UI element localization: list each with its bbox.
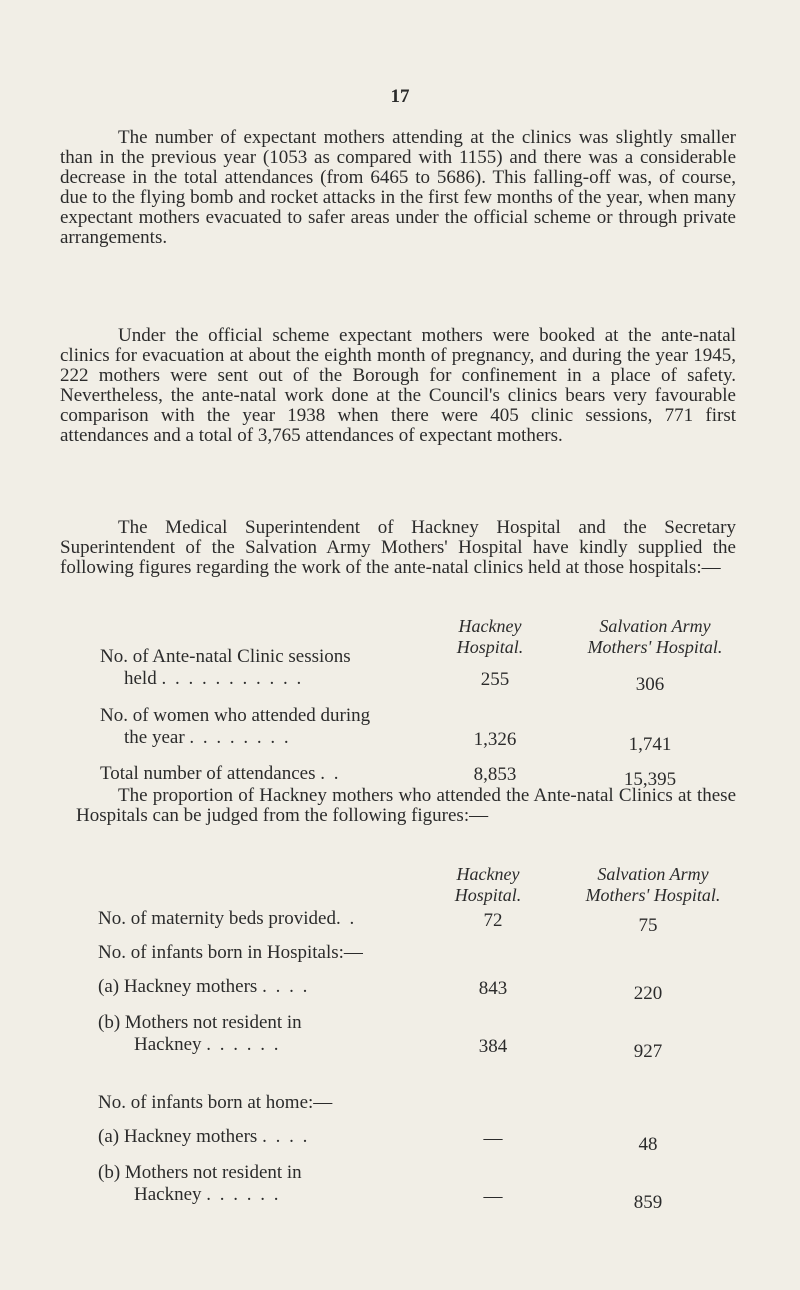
- row-label: [100, 705, 420, 749]
- section-heading: No. of infants born in Hospitals:—: [98, 942, 363, 963]
- hackney-value: 8,853: [473, 764, 517, 785]
- paragraph-3: The Medical Superintendent of Hackney Hospital and the Secretary Superintendent of the Salvation Army Mothers' Hospital have kindly supplied the following figures regarding the work of the ante-natal clinics held at those hospitals:—: [60, 517, 736, 578]
- dot-leader: . .: [335, 908, 357, 929]
- page-number: 17: [390, 86, 410, 107]
- salvation-value: 15,395: [623, 769, 677, 790]
- row-label-line: No. of Ante-natal Clinic sessions: [100, 646, 351, 667]
- col-header-line: Hackney: [458, 616, 522, 636]
- col-header-line: Mothers' Hospital.: [585, 885, 721, 905]
- row-label: [98, 976, 458, 998]
- row-label-line: (b) Mothers not resident in: [98, 1012, 302, 1033]
- col-header-line: Mothers' Hospital.: [587, 637, 723, 657]
- row-label-line: No. of maternity beds provided: [98, 908, 336, 929]
- salvation-value: 306: [635, 674, 665, 695]
- col-header-line: Salvation Army: [599, 616, 711, 636]
- salvation-value: 48: [638, 1134, 658, 1155]
- salvation-value: 859: [633, 1192, 663, 1213]
- col-header-line: Hackney: [456, 864, 520, 884]
- hackney-value: 384: [478, 1036, 508, 1057]
- row-label: [98, 908, 458, 930]
- table-row: [100, 646, 740, 695]
- section-heading: No. of infants born at home:—: [98, 1092, 333, 1113]
- row-label-line: (b) Mothers not resident in: [98, 1162, 302, 1183]
- col-header-line: Salvation Army: [597, 864, 709, 884]
- row-label-line: Hackney: [134, 1184, 202, 1205]
- table-row: [98, 1162, 738, 1213]
- paragraph-2: Under the official scheme expectant mothers were booked at the ante-natal clinics for evacuation at about the eighth month of pregnancy, and during the year 1945, 222 mothers were sent out of the Borough for confinement in a place of safety. Nevertheless, the ante-natal work done at the Council's clinics bears very favourable comparison with the year 1938 when there were 405 clinic sessions, 771 first attendances and a total of 3,765 attendances of expectant mothers.: [60, 325, 736, 446]
- salvation-value: 927: [633, 1041, 663, 1062]
- row-label-line: the year: [124, 727, 185, 748]
- salvation-value: 1,741: [628, 734, 672, 755]
- col-header-hackney: [433, 864, 543, 906]
- row-label: [98, 1162, 458, 1206]
- dot-leader: . . . . . . . .: [189, 727, 291, 748]
- hackney-value: 843: [478, 978, 508, 999]
- row-label-line: No. of women who attended during: [100, 705, 371, 726]
- table-row: [98, 1012, 738, 1062]
- row-label-line: Total number of attendances: [100, 763, 316, 784]
- paragraph-1: The number of expectant mothers attending at the clinics was slightly smaller than in the previous year (1053 as compared with 1155) and there was a considerable decrease in the total attendances (from 6465 to 5686). This falling-off was, of course, due to the flying bomb and rocket attacks in the first few months of the year, when many expectant mothers evacuated to safer areas under the official scheme or through private arrangements.: [60, 127, 736, 248]
- dot-leader: . . . .: [262, 976, 310, 997]
- dot-leader: . . . . . .: [206, 1034, 281, 1055]
- table-row: [100, 705, 740, 755]
- dot-leader: . . . . . .: [206, 1184, 281, 1205]
- row-label: [100, 763, 460, 785]
- row-label: [98, 1012, 458, 1056]
- salvation-value: 75: [638, 915, 658, 936]
- salvation-value: 220: [633, 983, 663, 1004]
- row-label-line: held: [124, 668, 157, 689]
- hackney-value: —: [483, 1186, 503, 1207]
- col-header-salvation-army: [553, 864, 753, 906]
- col-header-line: Hospital.: [454, 885, 522, 905]
- row-label-line: Hackney: [134, 1034, 202, 1055]
- row-label-line: (a) Hackney mothers: [98, 976, 258, 997]
- row-label: [98, 1126, 458, 1148]
- dot-leader: . . . . . . . . . . .: [161, 668, 304, 689]
- hackney-value: 1,326: [473, 729, 517, 750]
- row-label: [100, 646, 420, 690]
- dot-leader: . .: [320, 763, 341, 784]
- paragraph-4: The proportion of Hackney mothers who attended the Ante-natal Clinics at these Hospitals can be judged from the following figures:—: [76, 785, 736, 826]
- hackney-value: 72: [483, 910, 503, 931]
- row-label-line: (a) Hackney mothers: [98, 1126, 258, 1147]
- dot-leader: . . . .: [262, 1126, 310, 1147]
- hackney-value: 255: [480, 669, 510, 690]
- hackney-value: —: [483, 1128, 503, 1149]
- col-header-line: Hospital.: [456, 637, 524, 657]
